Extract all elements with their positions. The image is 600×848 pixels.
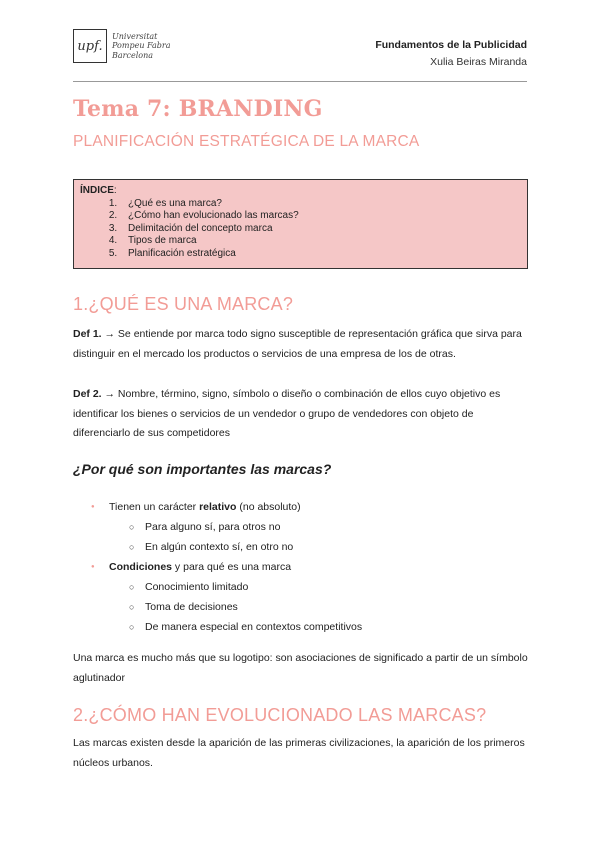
def2-label: Def 2. xyxy=(73,388,102,400)
logo-line: Barcelona xyxy=(112,50,153,60)
subject-name: Fundamentos de la Publicidad xyxy=(375,39,527,51)
page-subtitle: PLANIFICACIÓN ESTRATÉGICA DE LA MARCA xyxy=(73,133,420,150)
definition-1 xyxy=(73,325,528,364)
definition-2 xyxy=(73,385,528,444)
upf-logo-mark: upf. xyxy=(73,29,107,63)
closing-paragraph: Una marca es mucho más que su logotipo: son asociaciones de significado a partir de un símbolo aglutinador xyxy=(73,652,528,684)
list-item: ● Tienen un carácter relativo (no absoluto) xyxy=(73,497,528,517)
index-item: 4. Tipos de marca xyxy=(120,235,521,248)
index-item: 1. ¿Qué es una marca? xyxy=(120,198,521,211)
section-2-heading: 2.¿CÓMO HAN EVOLUCIONADO LAS MARCAS? xyxy=(73,705,487,725)
sub-list-item: ○ Toma de decisiones xyxy=(73,597,528,617)
index-item: 3. Delimitación del concepto marca xyxy=(120,223,521,236)
sub-list-item: ○ De manera especial en contextos competitivos xyxy=(73,617,528,637)
importance-list xyxy=(73,497,528,637)
sub-list-item: ○ Para alguno sí, para otros no xyxy=(73,517,528,537)
section-2-paragraph: Las marcas existen desde la aparición de las primeras civilizaciones, la aparición de los primeros núcleos urbanos. xyxy=(73,737,525,769)
def1-text: → Se entiende por marca todo signo susceptible de representación gráfica que sirva para distinguir en el mercado los productos o servicios de una empresa de los de otras. xyxy=(73,328,522,360)
index-item: 5. Planificación estratégica xyxy=(120,248,521,261)
def2-text: → Nombre, término, signo, símbolo o diseño o combinación de ellos cuyo objetivo es identificar los bienes o servicios de un vendedor o grupo de vendedores con objeto de diferenciarlo de sus competidores xyxy=(73,388,501,439)
sub-list-item: ○ En algún contexto sí, en otro no xyxy=(73,537,528,557)
author-name: Xulia Beiras Miranda xyxy=(430,56,527,68)
logo-text xyxy=(112,32,171,61)
logo-line: Universitat xyxy=(112,31,158,41)
document-header xyxy=(375,37,527,71)
header-divider xyxy=(73,81,527,82)
list-item: ● Condiciones y para qué es una marca xyxy=(73,557,528,577)
index-item: 2. ¿Cómo han evolucionado las marcas? xyxy=(120,210,521,223)
def1-label: Def 1. xyxy=(73,328,102,340)
university-logo xyxy=(73,29,171,63)
section-1-heading: 1.¿QUÉ ES UNA MARCA? xyxy=(73,294,294,314)
logo-line: Pompeu Fabra xyxy=(112,41,171,51)
index-heading: ÍNDICE: xyxy=(80,185,117,196)
subheading-importance: ¿Por qué son importantes las marcas? xyxy=(73,461,332,477)
page-title: Tema 7: BRANDING xyxy=(73,96,323,122)
sub-list-item: ○ Conocimiento limitado xyxy=(73,577,528,597)
index-box xyxy=(73,179,528,269)
index-list xyxy=(120,198,521,261)
